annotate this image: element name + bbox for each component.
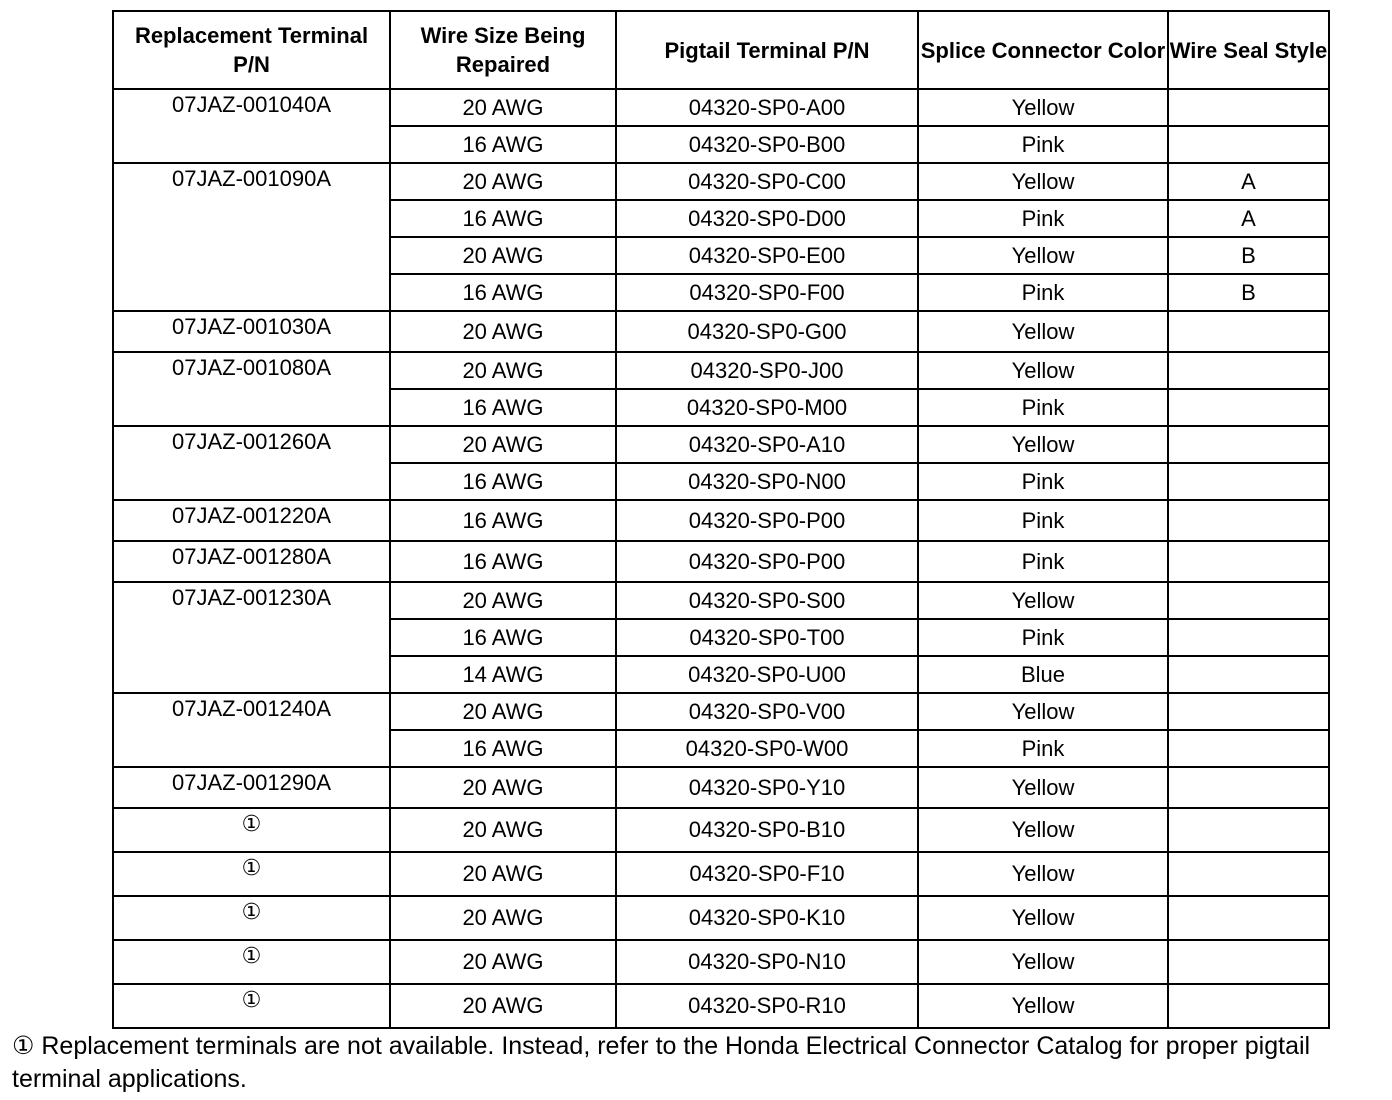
splice-color-cell: Yellow bbox=[918, 767, 1168, 808]
pigtail-terminal-cell: 04320-SP0-D00 bbox=[616, 200, 918, 237]
wire-size-cell: 20 AWG bbox=[390, 896, 616, 940]
wire-seal-cell: B bbox=[1168, 274, 1329, 311]
wire-size-cell: 16 AWG bbox=[390, 200, 616, 237]
pigtail-terminal-cell: 04320-SP0-R10 bbox=[616, 984, 918, 1028]
pigtail-terminal-cell: 04320-SP0-T00 bbox=[616, 619, 918, 656]
pigtail-terminal-cell: 04320-SP0-V00 bbox=[616, 693, 918, 730]
header-row bbox=[113, 11, 1329, 89]
wire-size-cell: 20 AWG bbox=[390, 693, 616, 730]
pigtail-terminal-cell: 04320-SP0-W00 bbox=[616, 730, 918, 767]
wire-size-cell: 20 AWG bbox=[390, 940, 616, 984]
header-wire-seal: Wire Seal Style bbox=[1168, 11, 1329, 89]
header-replacement-terminal: Replacement Terminal P/N bbox=[113, 11, 390, 89]
splice-color-cell: Pink bbox=[918, 200, 1168, 237]
wire-size-cell: 16 AWG bbox=[390, 274, 616, 311]
pigtail-terminal-cell: 04320-SP0-J00 bbox=[616, 352, 918, 389]
wire-size-cell: 20 AWG bbox=[390, 163, 616, 200]
wire-size-cell: 20 AWG bbox=[390, 89, 616, 126]
footnote: ① Replacement terminals are not available. Instead, refer to the Honda Electrical Connector Catalog for proper pigtail terminal applications. bbox=[12, 1032, 1311, 1093]
wire-seal-cell: A bbox=[1168, 200, 1329, 237]
wire-seal-cell bbox=[1168, 852, 1329, 896]
splice-color-cell: Blue bbox=[918, 656, 1168, 693]
wire-size-cell: 16 AWG bbox=[390, 389, 616, 426]
wire-size-cell: 14 AWG bbox=[390, 656, 616, 693]
wire-size-cell: 20 AWG bbox=[390, 582, 616, 619]
wire-seal-cell bbox=[1168, 984, 1329, 1028]
splice-color-cell: Yellow bbox=[918, 352, 1168, 389]
replacement-terminal-cell: 07JAZ-001080A bbox=[113, 352, 390, 426]
wire-seal-cell bbox=[1168, 656, 1329, 693]
pigtail-terminal-cell: 04320-SP0-K10 bbox=[616, 896, 918, 940]
wire-size-cell: 16 AWG bbox=[390, 541, 616, 582]
splice-color-cell: Yellow bbox=[918, 808, 1168, 852]
wire-seal-cell bbox=[1168, 352, 1329, 389]
wire-seal-cell bbox=[1168, 619, 1329, 656]
header-wire-size: Wire Size Being Repaired bbox=[390, 11, 616, 89]
splice-color-cell: Yellow bbox=[918, 89, 1168, 126]
splice-color-cell: Yellow bbox=[918, 582, 1168, 619]
wire-seal-cell bbox=[1168, 730, 1329, 767]
wire-size-cell: 20 AWG bbox=[390, 426, 616, 463]
splice-color-cell: Pink bbox=[918, 541, 1168, 582]
table-row bbox=[113, 582, 1329, 619]
splice-color-cell: Pink bbox=[918, 274, 1168, 311]
replacement-terminal-cell: ① bbox=[113, 984, 390, 1028]
wire-size-cell: 16 AWG bbox=[390, 730, 616, 767]
splice-color-cell: Pink bbox=[918, 463, 1168, 500]
pigtail-terminal-cell: 04320-SP0-E00 bbox=[616, 237, 918, 274]
table-row bbox=[113, 693, 1329, 730]
wire-seal-cell bbox=[1168, 896, 1329, 940]
table-row bbox=[113, 311, 1329, 352]
wire-seal-cell bbox=[1168, 500, 1329, 541]
wire-seal-cell bbox=[1168, 767, 1329, 808]
replacement-terminal-cell: 07JAZ-001040A bbox=[113, 89, 390, 163]
table-row bbox=[113, 352, 1329, 389]
pigtail-terminal-cell: 04320-SP0-B10 bbox=[616, 808, 918, 852]
wire-size-cell: 20 AWG bbox=[390, 984, 616, 1028]
splice-color-cell: Yellow bbox=[918, 984, 1168, 1028]
splice-color-cell: Yellow bbox=[918, 693, 1168, 730]
splice-color-cell: Yellow bbox=[918, 163, 1168, 200]
pigtail-terminal-cell: 04320-SP0-Y10 bbox=[616, 767, 918, 808]
table-row bbox=[113, 426, 1329, 463]
header-splice-color: Splice Connector Color bbox=[918, 11, 1168, 89]
pigtail-terminal-cell: 04320-SP0-G00 bbox=[616, 311, 918, 352]
replacement-terminal-cell: 07JAZ-001260A bbox=[113, 426, 390, 500]
wire-seal-cell bbox=[1168, 463, 1329, 500]
wire-size-cell: 16 AWG bbox=[390, 500, 616, 541]
table-row bbox=[113, 852, 1329, 896]
pigtail-terminal-cell: 04320-SP0-M00 bbox=[616, 389, 918, 426]
splice-color-cell: Pink bbox=[918, 126, 1168, 163]
wire-size-cell: 16 AWG bbox=[390, 619, 616, 656]
replacement-terminal-cell: 07JAZ-001220A bbox=[113, 500, 390, 541]
header-pigtail-terminal: Pigtail Terminal P/N bbox=[616, 11, 918, 89]
pigtail-terminal-cell: 04320-SP0-U00 bbox=[616, 656, 918, 693]
wire-seal-cell bbox=[1168, 89, 1329, 126]
replacement-terminal-cell: 07JAZ-001280A bbox=[113, 541, 390, 582]
wire-size-cell: 20 AWG bbox=[390, 808, 616, 852]
replacement-terminal-cell: 07JAZ-001090A bbox=[113, 163, 390, 311]
splice-color-cell: Yellow bbox=[918, 896, 1168, 940]
pigtail-terminal-cell: 04320-SP0-B00 bbox=[616, 126, 918, 163]
wire-seal-cell bbox=[1168, 389, 1329, 426]
wire-seal-cell bbox=[1168, 940, 1329, 984]
replacement-terminal-cell: ① bbox=[113, 808, 390, 852]
splice-color-cell: Yellow bbox=[918, 940, 1168, 984]
replacement-terminal-cell: 07JAZ-001290A bbox=[113, 767, 390, 808]
splice-color-cell: Yellow bbox=[918, 852, 1168, 896]
wire-seal-cell: B bbox=[1168, 237, 1329, 274]
wire-size-cell: 20 AWG bbox=[390, 767, 616, 808]
replacement-terminal-cell: ① bbox=[113, 896, 390, 940]
replacement-terminal-cell: ① bbox=[113, 852, 390, 896]
table-row bbox=[113, 163, 1329, 200]
wire-size-cell: 20 AWG bbox=[390, 237, 616, 274]
pigtail-terminal-cell: 04320-SP0-P00 bbox=[616, 500, 918, 541]
table-row bbox=[113, 984, 1329, 1028]
splice-color-cell: Pink bbox=[918, 389, 1168, 426]
splice-color-cell: Pink bbox=[918, 730, 1168, 767]
wire-size-cell: 20 AWG bbox=[390, 852, 616, 896]
splice-color-cell: Yellow bbox=[918, 426, 1168, 463]
wire-seal-cell bbox=[1168, 126, 1329, 163]
table-row bbox=[113, 808, 1329, 852]
wire-seal-cell bbox=[1168, 693, 1329, 730]
table-row bbox=[113, 541, 1329, 582]
parts-table bbox=[112, 10, 1330, 1029]
wire-size-cell: 16 AWG bbox=[390, 126, 616, 163]
wire-size-cell: 20 AWG bbox=[390, 352, 616, 389]
splice-color-cell: Pink bbox=[918, 500, 1168, 541]
splice-color-cell: Pink bbox=[918, 619, 1168, 656]
wire-seal-cell: A bbox=[1168, 163, 1329, 200]
table-body bbox=[113, 89, 1329, 1028]
table-row bbox=[113, 940, 1329, 984]
replacement-terminal-cell: 07JAZ-001030A bbox=[113, 311, 390, 352]
pigtail-terminal-cell: 04320-SP0-P00 bbox=[616, 541, 918, 582]
wire-seal-cell bbox=[1168, 311, 1329, 352]
pigtail-terminal-cell: 04320-SP0-N10 bbox=[616, 940, 918, 984]
pigtail-terminal-cell: 04320-SP0-A10 bbox=[616, 426, 918, 463]
splice-color-cell: Yellow bbox=[918, 237, 1168, 274]
wire-size-cell: 16 AWG bbox=[390, 463, 616, 500]
replacement-terminal-cell: 07JAZ-001230A bbox=[113, 582, 390, 693]
pigtail-terminal-cell: 04320-SP0-S00 bbox=[616, 582, 918, 619]
wire-seal-cell bbox=[1168, 808, 1329, 852]
wire-seal-cell bbox=[1168, 541, 1329, 582]
pigtail-terminal-cell: 04320-SP0-F00 bbox=[616, 274, 918, 311]
wire-seal-cell bbox=[1168, 582, 1329, 619]
replacement-terminal-cell: ① bbox=[113, 940, 390, 984]
pigtail-terminal-cell: 04320-SP0-N00 bbox=[616, 463, 918, 500]
splice-color-cell: Yellow bbox=[918, 311, 1168, 352]
table-row bbox=[113, 500, 1329, 541]
wire-seal-cell bbox=[1168, 426, 1329, 463]
pigtail-terminal-cell: 04320-SP0-A00 bbox=[616, 89, 918, 126]
wire-size-cell: 20 AWG bbox=[390, 311, 616, 352]
table-row bbox=[113, 896, 1329, 940]
table-row bbox=[113, 767, 1329, 808]
pigtail-terminal-cell: 04320-SP0-F10 bbox=[616, 852, 918, 896]
pigtail-terminal-cell: 04320-SP0-C00 bbox=[616, 163, 918, 200]
replacement-terminal-cell: 07JAZ-001240A bbox=[113, 693, 390, 767]
table-row bbox=[113, 89, 1329, 126]
